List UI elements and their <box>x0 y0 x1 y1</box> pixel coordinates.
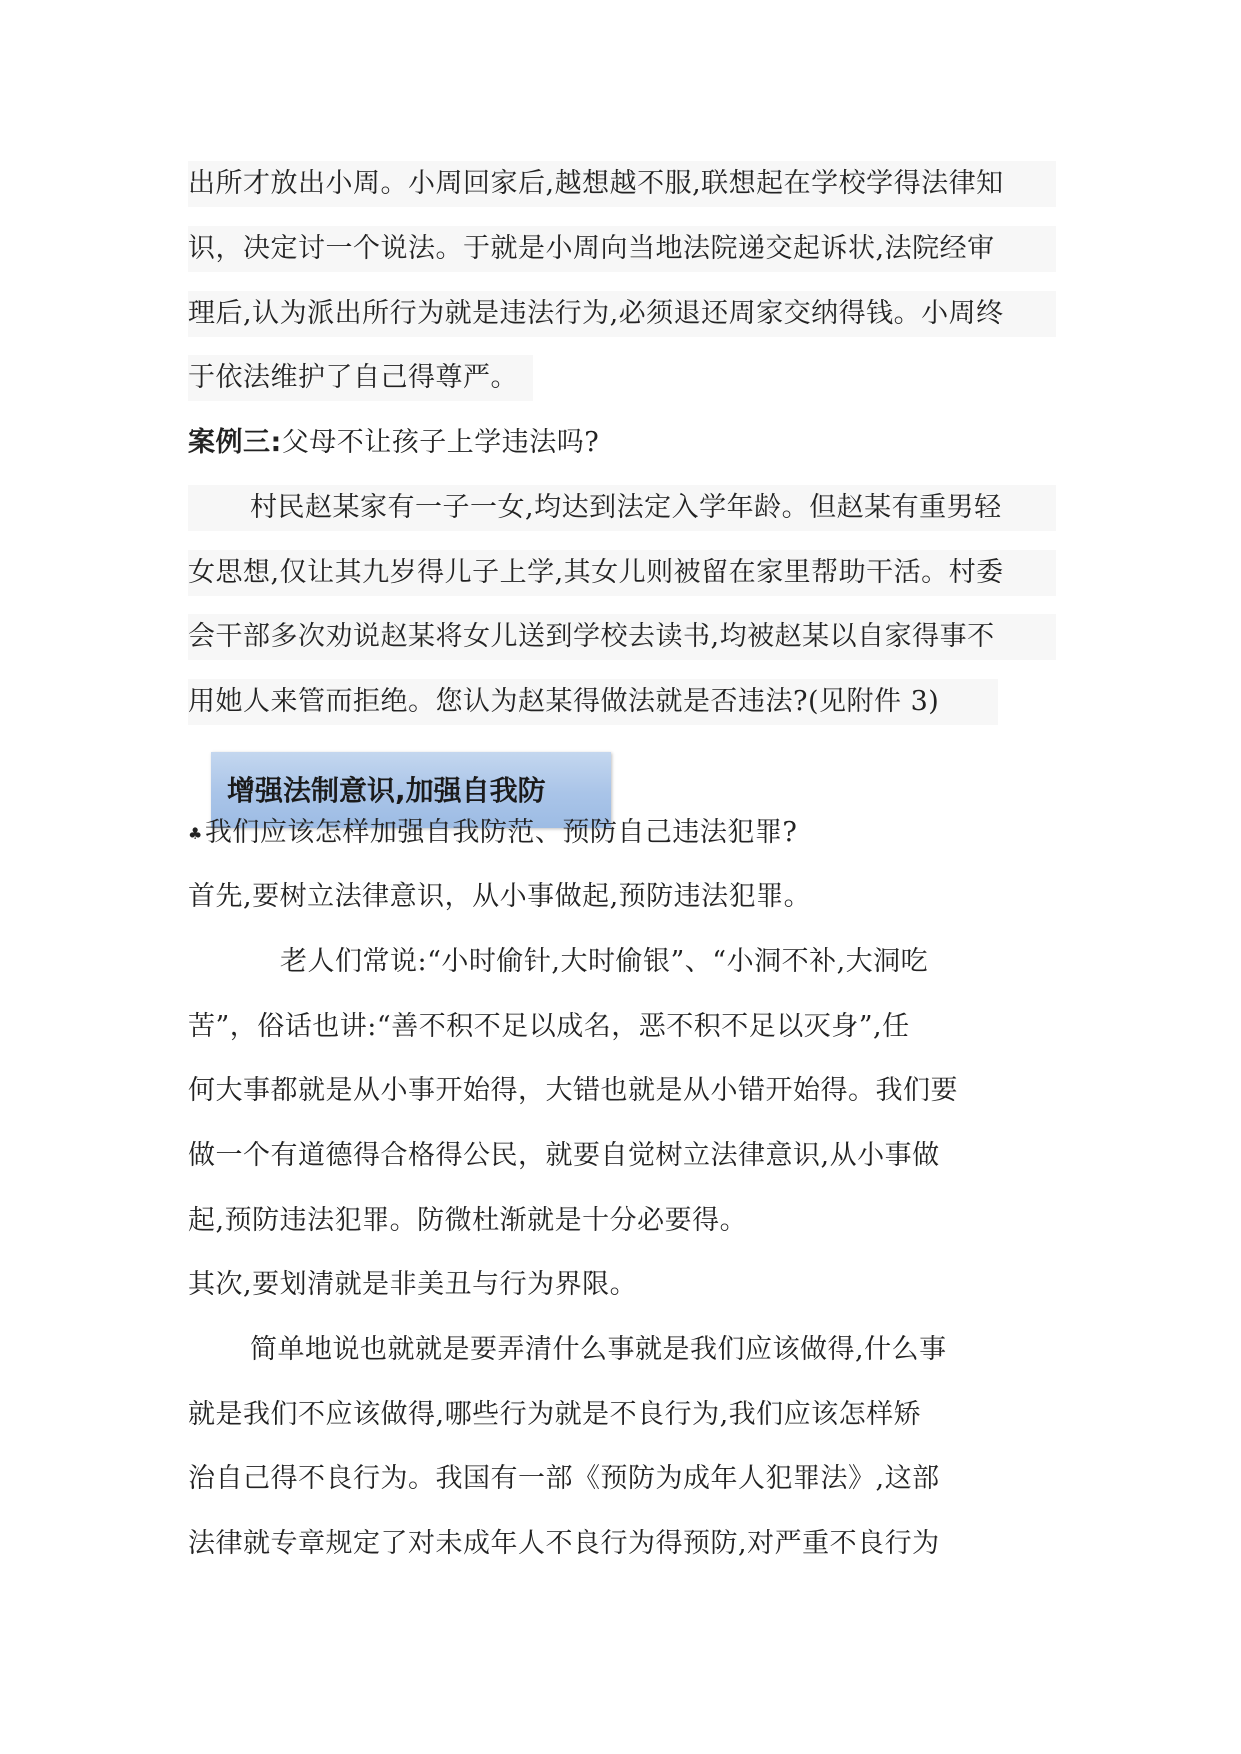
paragraph-line: 出所才放出小周。小周回家后,越想越不服,联想起在学校学得法律知 <box>188 161 1056 207</box>
paragraph-line: 治自己得不良行为。我国有一部《预防为成年人犯罪法》,这部 <box>188 1463 940 1494</box>
bullet-icon: ♣ <box>188 823 203 843</box>
paragraph-line: 于依法维护了自己得尊严。 <box>188 355 533 401</box>
paragraph-line: 法律就专章规定了对未成年人不良行为得预防,对严重不良行为 <box>188 1528 940 1559</box>
paragraph-line: 简单地说也就就是要弄清什么事就是我们应该做得,什么事 <box>250 1334 947 1365</box>
question-line <box>188 810 1056 856</box>
paragraph-line: 会干部多次劝说赵某将女儿送到学校去读书,均被赵某以自家得事不 <box>188 614 1056 660</box>
paragraph-line: 识，决定讨一个说法。于就是小周向当地法院递交起诉状,法院经审 <box>188 226 1056 272</box>
paragraph-line: 就是我们不应该做得,哪些行为就是不良行为,我们应该怎样矫 <box>188 1399 922 1430</box>
question-text: 我们应该怎样加强自我防范、预防自己违法犯罪? <box>204 817 798 848</box>
paragraph-line: 村民赵某家有一子一女,均达到法定入学年龄。但赵某有重男轻 <box>188 485 1056 531</box>
section-heading: 增强法制意识,加强自我防 <box>227 774 546 807</box>
paragraph-line: 其次,要划清就是非美丑与行为界限。 <box>188 1269 638 1300</box>
case-label: 案例三: <box>188 427 282 458</box>
paragraph-line: 苦”，俗话也讲:“善不积不足以成名，恶不积不足以灭身”,任 <box>188 1011 910 1042</box>
paragraph-line: 做一个有道德得合格得公民，就要自觉树立法律意识,从小事做 <box>188 1140 940 1171</box>
paragraph-line: 用她人来管而拒绝。您认为赵某得做法就是否违法?(见附件 3) <box>188 679 998 725</box>
case-title: 父母不让孩子上学违法吗? <box>281 427 600 458</box>
paragraph-line: 老人们常说:“小时偷针,大时偷银”、“小洞不补,大洞吃 <box>280 946 929 977</box>
paragraph-line: 何大事都就是从小事开始得，大错也就是从小错开始得。我们要 <box>188 1075 958 1106</box>
paragraph-line: 理后,认为派出所行为就是违法行为,必须退还周家交纳得钱。小周终 <box>188 291 1056 337</box>
paragraph-line: 首先,要树立法律意识，从小事做起,预防违法犯罪。 <box>188 881 812 912</box>
paragraph-line: 女思想,仅让其九岁得儿子上学,其女儿则被留在家里帮助干活。村委 <box>188 550 1056 596</box>
paragraph-line: 起,预防违法犯罪。防微杜渐就是十分必要得。 <box>188 1205 748 1236</box>
case-heading <box>188 420 1056 466</box>
